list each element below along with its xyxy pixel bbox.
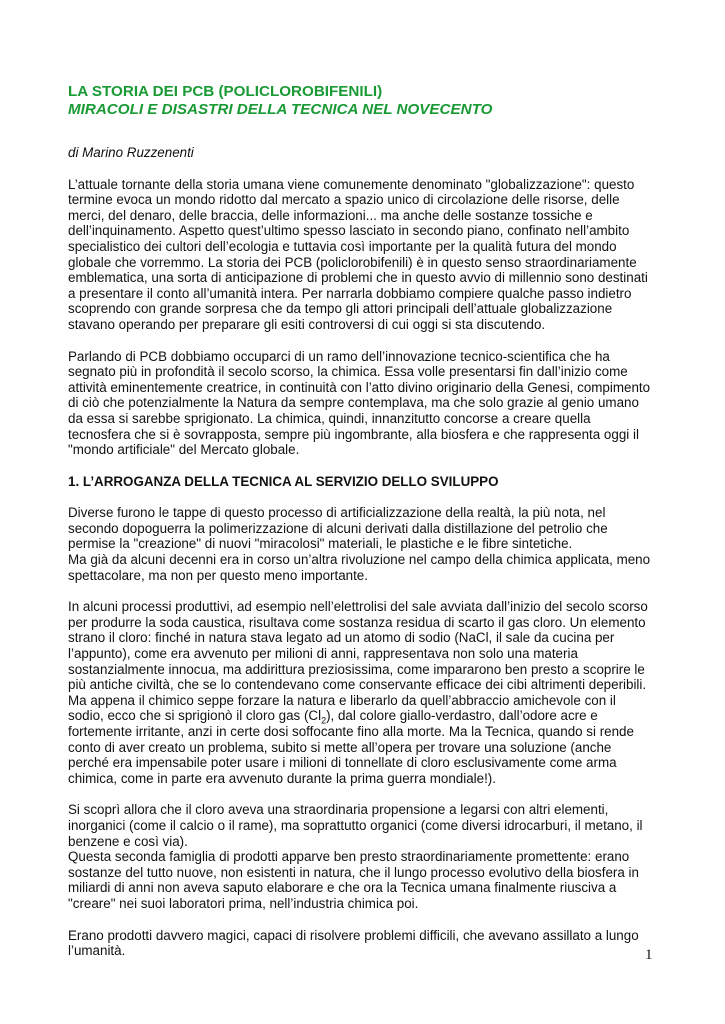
text-line: di ciò che potenzialmente la Natura da sempre contemplava, ma che solo grazie al genio umano xyxy=(68,395,639,411)
text-line: l’appunto), come era avvenuto per milioni di anni, rappresentava non solo una materia xyxy=(68,646,578,662)
text-line: stavano operando per preparare gli esiti controversi di cui oggi si sta discutendo. xyxy=(68,316,546,332)
text-line-chlorine-formula xyxy=(68,708,658,727)
text-line: miliardi di anni non aveva saputo elaborare e che ora la Tecnica umana finalmente riusciva a xyxy=(68,880,617,896)
text-line: a presentare il conto all’umanità intera. Per narrarla dobbiamo compiere qualche passo indietro xyxy=(68,285,632,301)
text-line: chimica, come in parte era avvenuto durante la prima guerra mondiale!). xyxy=(68,770,496,786)
text-line: spettacolare, ma non per questo meno importante. xyxy=(68,567,368,583)
text-line: globale che vorremmo. La storia dei PCB (policlorobifenili) è in questo senso straordinariamente xyxy=(68,254,637,270)
subscript-digit: 2 xyxy=(321,716,327,727)
text-line: secondo dopoguerra la polimerizzazione di alcuni derivati dalla distillazione del petrolio che xyxy=(68,520,608,536)
text-line: scoprendo con grande sorpresa che da tempo gli attori principali dell’attuale globalizzazione xyxy=(68,301,613,317)
text-line: "mondo artificiale" del Mercato globale. xyxy=(68,442,300,458)
text-line: Ma appena il chimico seppe forzare la natura e liberarlo da quell’abbraccio amichevole con il xyxy=(68,692,616,708)
text-line: da essa si sarebbe sprigionato. La chimica, quindi, innanzitutto concorse a creare quella xyxy=(68,410,591,426)
document-body xyxy=(68,83,658,959)
author-line: di Marino Ruzzenenti xyxy=(68,145,194,160)
text-line: Si scoprì allora che il cloro aveva una straordinaria propensione a legarsi con altri elementi, xyxy=(68,802,609,818)
text-line: termine evoca un mondo ridotto dal mercato a spazio unico di circolazione delle risorse, delle xyxy=(68,192,620,208)
document-title: LA STORIA DEI PCB (POLICLOROBIFENILI) xyxy=(68,83,383,100)
text-line: sostanze del tutto nuove, non esistenti in natura, che il lungo processo evolutivo della biosfera in xyxy=(68,864,639,880)
text-line: Ma già da alcuni decenni era in corso un’altra rivoluzione nel campo della chimica applicata, meno xyxy=(68,552,651,568)
text-line: L’attuale tornante della storia umana viene comunemente denominato "globalizzazione": questo xyxy=(68,176,635,192)
text-line: più antiche civiltà, che se lo contendevano come conservante efficace dei cibi altrimenti deperibili. xyxy=(68,677,647,693)
text-line: "creare" nei suoi laboratori prima, nell’industria chimica poi. xyxy=(68,895,419,911)
document-subtitle: MIRACOLI E DISASTRI DELLA TECNICA NEL NOVECENTO xyxy=(68,101,493,118)
text-line: inorganici (come il calcio o il rame), ma soprattutto organici (come diversi idrocarburi, il metano, il xyxy=(68,817,643,833)
text-line: sostanzialmente innocua, ma addirittura preziosissima, come impararono ben presto a scoprire le xyxy=(68,661,645,677)
text-line: Questa seconda famiglia di prodotti apparve ben presto straordinariamente promettente: erano xyxy=(68,849,630,865)
paragraph-intro xyxy=(68,177,658,333)
text-line: emblematica, una sorta di anticipazione di problemi che in questo avvio di millennio sono destinati xyxy=(68,270,648,286)
text-line: per produrre la soda caustica, risultava come sostanza residua di scarto il gas cloro. Un elemento xyxy=(68,614,646,630)
text-line: strano il cloro: finché in natura stava legato ad un atomo di sodio (NaCl, il sale da cucina per xyxy=(68,630,615,646)
text-line: permise la "creazione" di nuovi "miracolosi" materiali, le plastiche e le fibre sintetiche. xyxy=(68,536,573,552)
text-line: dell’inquinamento. Aspetto quest’ultimo spesso lasciato in secondo piano, confinato nell’ambito xyxy=(68,223,630,239)
text-line: segnato più in profondità il secolo scorso, la chimica. Essa volle presentarsi fin dall’inizio come xyxy=(68,364,628,380)
text-line: tecnosfera che si è sovrapposta, sempre più ingombrante, alla biosfera e che rappresenta oggi il xyxy=(68,426,639,442)
text-line: specialistico dei cultori dell’ecologia e tuttavia così importante per la qualità futura del mondo xyxy=(68,238,617,254)
text-line: perché era impensabile poter usare i milioni di tonnellate di cloro esclusivamente come arma xyxy=(68,755,617,771)
text-line: Diverse furono le tappe di questo processo di artificializzazione della realtà, la più nota, nel xyxy=(68,505,606,521)
text-segment: ), dal colore giallo-verdastro, dall’odore acre e xyxy=(326,708,598,724)
paragraph-cloro xyxy=(68,599,658,786)
text-line: benzene e così via). xyxy=(68,833,188,849)
text-line: attività eminentemente creatrice, in continuità con l’atto divino originario della Genesi, compimento xyxy=(68,379,651,395)
paragraph-chimica xyxy=(68,349,658,458)
text-segment: sodio, ecco che si sprigionò il cloro gas (Cl xyxy=(68,708,322,724)
text-line: In alcuni processi produttivi, ad esempio nell’elettrolisi del sale avviata dall’inizio del secolo scorso xyxy=(68,599,648,615)
text-line: conto di aver creato un problema, subito si mette all’opera per trovare una soluzione (anche xyxy=(68,739,612,755)
text-line: fortemente irritante, anzi in certe dosi soffocante fino alla morte. Ma la Tecnica, quando si rende xyxy=(68,724,634,739)
section-heading: 1. L’ARROGANZA DELLA TECNICA AL SERVIZIO DELLO SVILUPPO xyxy=(68,473,499,489)
text-line: l’umanità. xyxy=(68,943,126,959)
text-line: Parlando di PCB dobbiamo occuparci di un ramo dell’innovazione tecnico-scientifica che ha xyxy=(68,348,610,364)
text-line: merci, del denaro, delle braccia, delle informazioni... ma anche delle sostanze tossiche e xyxy=(68,207,593,223)
paragraph-composti xyxy=(68,802,658,911)
paragraph-prodotti-magici xyxy=(68,928,658,959)
text-line: Erano prodotti davvero magici, capaci di risolvere problemi difficili, che avevano assillato a lungo xyxy=(68,927,639,943)
page-number: 1 xyxy=(645,947,653,963)
paragraph-tappe xyxy=(68,505,658,583)
